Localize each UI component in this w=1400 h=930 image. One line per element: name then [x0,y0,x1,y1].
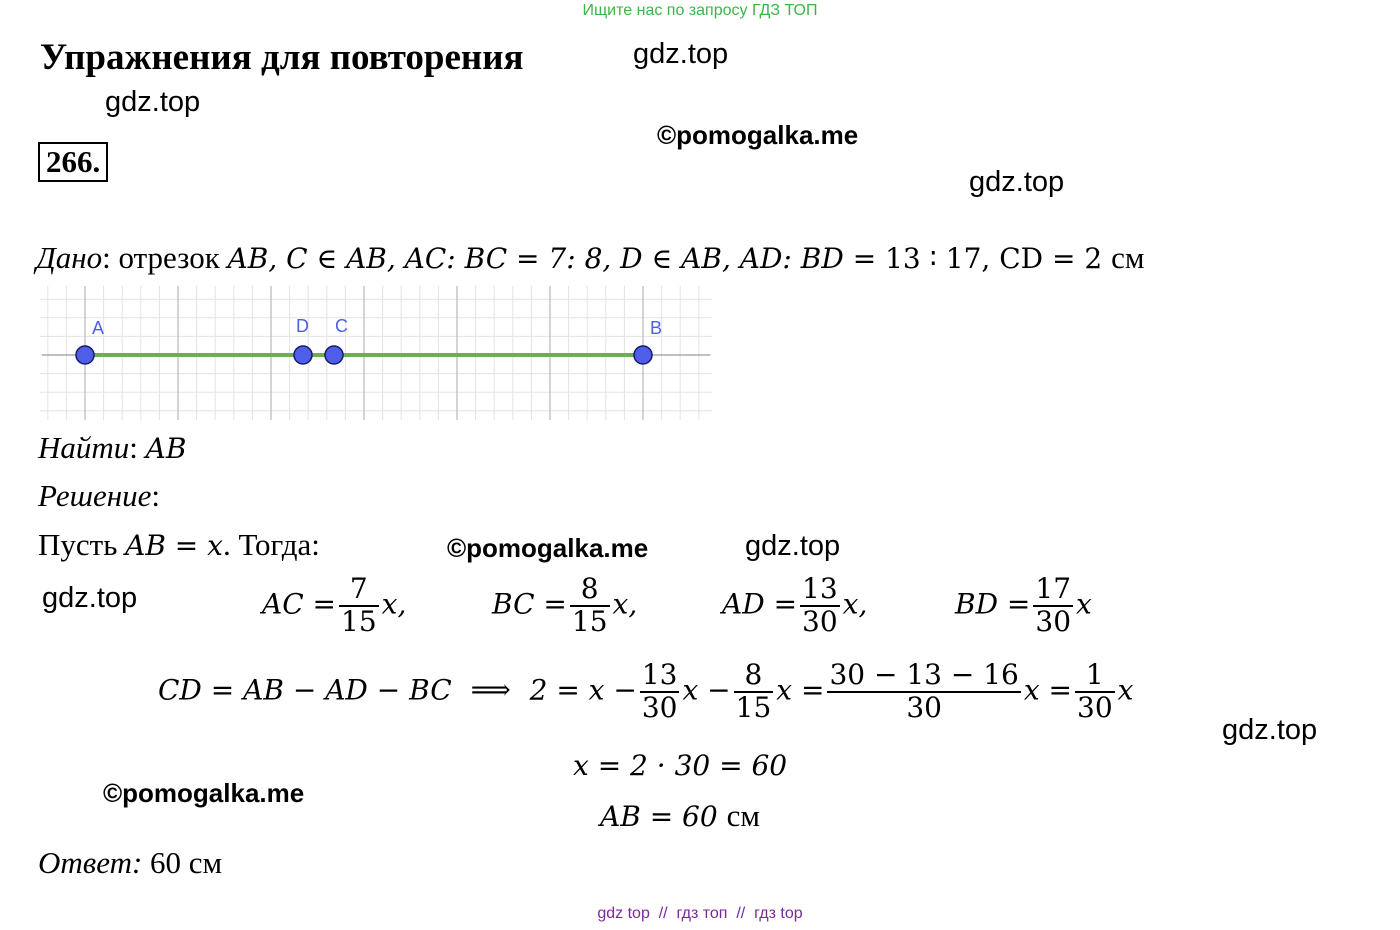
ab-value-expr: AB = 60 [600,800,727,833]
ratio-ac-lhs: AC = [262,587,337,621]
main-eq-mid: 2 = x − [529,673,637,707]
ratio-bc-fraction [570,574,610,638]
watermark-gdz: gdz.top [745,530,841,562]
ratio-ac-num: 7 [349,572,368,605]
solution-line [38,478,160,514]
main-eq-frac-2-den: 15 [735,690,772,724]
main-eq-frac-4 [1075,660,1115,724]
main-eq-m4: x [1117,673,1134,707]
given-sep: : [102,240,119,275]
watermark-gdz: gdz.top [633,38,729,70]
answer-line [38,845,222,881]
point-b [634,346,652,364]
footer [0,905,1400,923]
main-eq-frac-4-den: 30 [1077,690,1113,724]
watermark-pomogalka: ©pomogalka.me [657,120,859,150]
watermark-gdz: gdz.top [42,582,138,614]
ratio-bd-fraction [1033,574,1073,638]
ab-value-unit: см [726,798,760,833]
ratio-bd-lhs: BD = [955,587,1031,621]
ratio-bd-num: 17 [1035,572,1072,605]
find-sep: : [129,430,146,465]
given-expr-2: 13 ∶ 17, CD = 2 [885,242,1112,275]
given-expr-1: AB, C ∈ AB, AC: BC = 7: 8, D ∈ AB, AD: BD = [227,242,886,275]
let-word: Пусть [38,527,126,562]
watermark-gdz: gdz.top [105,86,201,118]
point-c [325,346,343,364]
section-title: Упражнения для повторения [40,37,524,78]
footer-link-2[interactable]: гдз топ [676,905,728,922]
main-eq-frac-2-num: 8 [744,658,763,691]
point-label-b: B [650,318,663,338]
watermark-gdz: gdz.top [969,166,1065,198]
ab-value-line [600,798,760,834]
ratio-ac-fraction [339,574,379,638]
main-eq-m2: x = [776,673,825,707]
given-label: Дано [36,240,103,275]
main-eq-frac-3 [827,660,1020,724]
ratio-ad-fraction [800,574,840,638]
main-eq-frac-3-num: 30 − 13 − 16 [829,658,1019,691]
problem-number: 266. [38,142,108,182]
main-eq-frac-2 [734,660,774,724]
top-banner: Ищите нас по запросу ГДЗ ТОП [582,2,818,19]
x-value-line [573,749,787,782]
main-eq-frac-1-den: 30 [641,690,678,724]
watermark-pomogalka: ©pomogalka.me [447,533,649,563]
answer-label: Ответ: [38,845,143,880]
answer-value: 60 см [142,845,223,880]
watermark-pomogalka: ©pomogalka.me [103,778,305,808]
main-eq-lhs: CD = AB − AD − BC [158,673,452,707]
ratio-ad-den: 30 [802,604,838,638]
footer-link-1[interactable]: gdz top [597,905,650,922]
find-line [38,430,186,466]
footer-sep: // [727,905,755,922]
ratio-ad-tail: x, [842,587,868,621]
point-label-c: C [335,316,348,336]
footer-link-3[interactable]: гдз top [754,905,803,922]
ratio-bc-lhs: BC = [492,587,567,621]
ratio-bc [492,574,637,638]
point-label-a: A [92,318,105,338]
ratio-bd-tail: x [1076,587,1092,621]
point-d [294,346,312,364]
x-value: x = 2 · 30 = 60 [573,749,788,782]
find-value: AB [145,432,187,465]
ratio-ac-den: 15 [341,604,377,638]
ratio-bd [955,574,1092,638]
footer-sep: // [649,905,677,922]
ratio-bc-num: 8 [580,572,599,605]
ratio-ac-tail: x, [381,587,407,621]
point-label-d: D [296,316,309,336]
main-eq-frac-1 [640,660,680,724]
main-eq-m3: x = [1023,673,1073,707]
ratio-ad-num: 13 [802,572,838,605]
main-eq-frac-3-den: 30 [827,691,1020,724]
let-line [38,527,320,563]
ratio-bc-tail: x, [612,587,638,621]
main-eq-m1: x − [682,673,731,707]
ratio-bd-den: 30 [1035,604,1072,638]
main-eq-frac-1-num: 13 [641,658,678,691]
ratio-bc-den: 15 [571,604,608,638]
let-then: . Тогда: [222,527,320,562]
main-equation [158,660,1133,724]
ratio-ac [262,574,406,638]
implies-arrow: ⟹ [470,673,511,707]
point-a [76,346,94,364]
ratio-ad-lhs: AD = [722,587,798,621]
find-label: Найти [38,430,130,465]
main-eq-frac-4-num: 1 [1085,658,1104,691]
segment-diagram [40,286,712,420]
solution-sep: : [151,478,160,513]
let-expr: AB = x [125,529,223,562]
given-unit: см [1111,240,1145,275]
solution-label: Решение [38,478,152,513]
watermark-gdz: gdz.top [1222,714,1318,746]
given-word: отрезок [118,240,228,275]
ratio-ad [722,574,867,638]
given-line [36,240,1144,276]
